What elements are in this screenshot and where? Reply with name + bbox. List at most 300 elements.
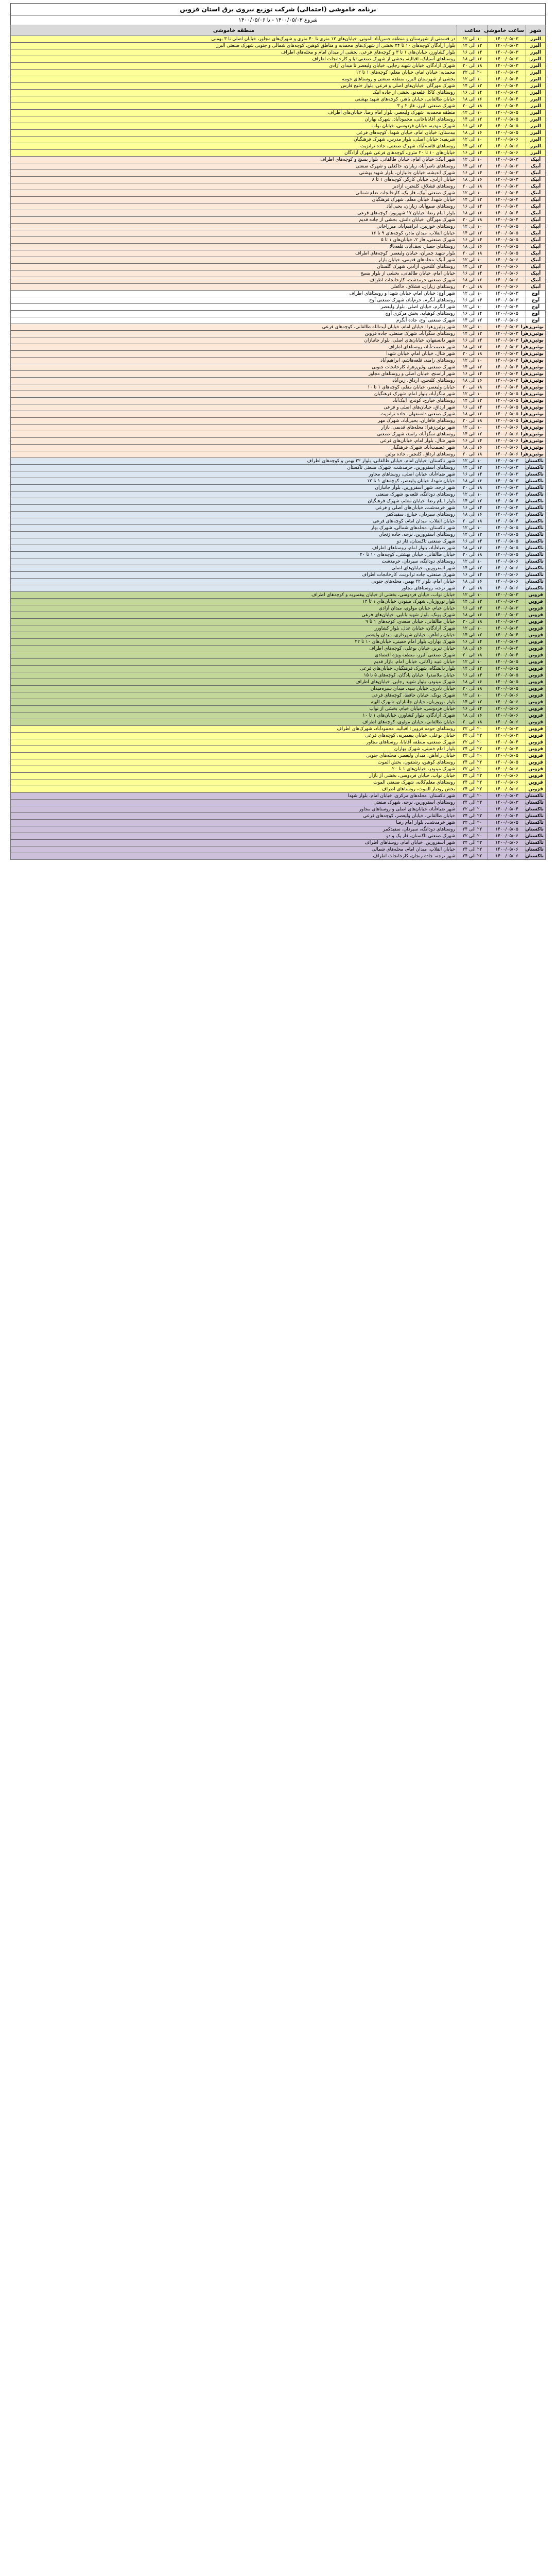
time-cell: ۱۶ الی ۱۸ (457, 646, 488, 652)
date-cell: ۱۴۰۰/۰۵/۰۳ (488, 163, 526, 170)
table-row (11, 277, 546, 284)
date-cell: ۱۴۰۰/۰۵/۰۶ (488, 565, 526, 572)
table-row (11, 183, 546, 190)
date-cell: ۱۴۰۰/۰۵/۰۳ (488, 157, 526, 163)
time-cell: ۱۴ الی ۱۶ (457, 49, 488, 56)
city-cell: قزوین (526, 746, 546, 753)
date-cell: ۱۴۰۰/۰۵/۰۶ (488, 143, 526, 150)
city-cell: بوئین‌زهرا (526, 364, 546, 371)
table-row (11, 331, 546, 337)
date-cell: ۱۴۰۰/۰۵/۰۵ (488, 753, 526, 759)
city-cell: قزوین (526, 753, 546, 759)
date-cell: ۱۴۰۰/۰۵/۰۵ (488, 552, 526, 558)
date-cell: ۱۴۰۰/۰۵/۰۳ (488, 183, 526, 190)
table-row (11, 270, 546, 277)
table-row (11, 840, 546, 846)
city-cell: بوئین‌زهرا (526, 398, 546, 404)
table-row (11, 304, 546, 311)
city-cell: آبیک (526, 264, 546, 270)
city-cell: قزوین (526, 625, 546, 632)
time-cell: ۱۲ الی ۱۴ (457, 43, 488, 49)
time-cell: ۱۴ الی ۱۶ (457, 605, 488, 612)
city-cell: آبیک (526, 277, 546, 284)
outage-table (10, 25, 546, 860)
time-cell: ۱۶ الی ۱۸ (457, 177, 488, 183)
time-cell: ۱۰ الی ۱۲ (457, 291, 488, 297)
date-cell: ۱۴۰۰/۰۵/۰۵ (488, 311, 526, 317)
time-cell: ۱۰ الی ۱۲ (457, 492, 488, 498)
table-row (11, 806, 546, 813)
area-cell: خیابان راه‌آهن، خیابان شهرداری، میدان ولیعصر (11, 632, 457, 639)
area-cell: روستاهای رامند، قلعه‌هاشم، ابراهیم‌آباد (11, 358, 457, 364)
city-cell: تاکستان (526, 458, 546, 465)
city-cell: البرز (526, 96, 546, 103)
area-cell: شهر ضیاءآباد، خیابان اصلی، روستاهای مجاور (11, 471, 457, 478)
date-cell: ۱۴۰۰/۰۵/۰۴ (488, 652, 526, 659)
time-cell: ۱۴ الی ۱۶ (457, 204, 488, 210)
table-row (11, 425, 546, 431)
table-row (11, 612, 546, 619)
date-cell: ۱۴۰۰/۰۵/۰۵ (488, 404, 526, 411)
time-cell: ۱۸ الی ۲۰ (457, 63, 488, 70)
table-row (11, 753, 546, 759)
city-cell: قزوین (526, 692, 546, 699)
area-cell: شهر اسفرورین، خیابان امام، روستاهای اطراف (11, 840, 457, 846)
table-row (11, 311, 546, 317)
table-row (11, 351, 546, 358)
city-cell: البرز (526, 83, 546, 90)
date-cell: ۱۴۰۰/۰۵/۰۵ (488, 679, 526, 686)
city-cell: قزوین (526, 652, 546, 659)
area-cell: بخشی از شهرستان البرز، منطقه صنعتی و روستاهای حومه (11, 76, 457, 83)
area-cell: شهرک صنعتی دانسفهان، جاده ترانزیت (11, 411, 457, 418)
area-cell: روستاهای اسفرورین، خرمدشت، شهرک صنعتی تاکستان (11, 465, 457, 471)
area-cell: بلوار امام خمینی، شهرک بهاران (11, 746, 457, 753)
area-cell: روستاهای دودانگه، سیردان، سفیدکمر (11, 826, 457, 833)
time-cell: ۲۲ الی ۲۴ (457, 846, 488, 853)
city-cell: بوئین‌زهرا (526, 418, 546, 425)
city-cell: آبیک (526, 157, 546, 163)
date-cell: ۱۴۰۰/۰۵/۰۴ (488, 83, 526, 90)
date-cell: ۱۴۰۰/۰۵/۰۴ (488, 384, 526, 391)
table-row (11, 498, 546, 505)
date-cell: ۱۴۰۰/۰۵/۰۵ (488, 659, 526, 666)
city-cell: آبیک (526, 183, 546, 190)
area-cell: خیابان بوعلی، خیابان پیغمبریه، کوچه‌های فرعی (11, 733, 457, 739)
area-cell: خیابان طالقانی، خیابان بهشتی، کوچه‌های ۱۰ تا ۲۰ (11, 552, 457, 558)
city-cell: قزوین (526, 639, 546, 646)
time-cell: ۱۴ الی ۱۶ (457, 672, 488, 679)
time-cell: ۱۶ الی ۱۸ (457, 277, 488, 284)
table-row (11, 411, 546, 418)
table-row (11, 143, 546, 150)
date-cell: ۱۴۰۰/۰۵/۰۶ (488, 779, 526, 786)
time-cell: ۱۶ الی ۱۸ (457, 344, 488, 351)
city-cell: بوئین‌زهرا (526, 438, 546, 445)
table-row (11, 820, 546, 826)
time-cell: ۱۸ الی ۲۰ (457, 351, 488, 358)
area-cell: خیابان تبریز، خیابان بوعلی، کوچه‌های اطراف (11, 646, 457, 652)
city-cell: تاکستان (526, 505, 546, 512)
table-row (11, 605, 546, 612)
city-cell: تاکستان (526, 585, 546, 592)
table-row (11, 418, 546, 425)
area-cell: شهرک صنعتی، منطقه آقابابا، روستاهای مجاور (11, 739, 457, 746)
table-row (11, 291, 546, 297)
time-cell: ۲۰ الی ۲۲ (457, 753, 488, 759)
city-cell: قزوین (526, 719, 546, 726)
date-cell: ۱۴۰۰/۰۵/۰۳ (488, 599, 526, 605)
city-cell: قزوین (526, 786, 546, 793)
area-cell: خیابان نواب، خیابان فردوسی، بخشی از بازار (11, 773, 457, 779)
time-cell: ۱۶ الی ۱۸ (457, 713, 488, 719)
area-cell: روستاهای اسفرورین، نرجه، جاده زنجان (11, 532, 457, 538)
date-cell: ۱۴۰۰/۰۵/۰۴ (488, 358, 526, 364)
area-cell: خیابان شهدا، خیابان ولیعصر، کوچه‌های ۱ تا ۱۲ (11, 478, 457, 485)
date-cell: ۱۴۰۰/۰۵/۰۵ (488, 123, 526, 130)
time-cell: ۱۰ الی ۱۲ (457, 358, 488, 364)
date-cell: ۱۴۰۰/۰۵/۰۵ (488, 820, 526, 826)
date-cell: ۱۴۰۰/۰۵/۰۴ (488, 646, 526, 652)
area-cell: خیابان نادری، خیابان سپه، میدان سبزه‌میدان (11, 686, 457, 692)
city-cell: آبیک (526, 284, 546, 291)
city-cell: تاکستان (526, 485, 546, 492)
time-cell: ۱۲ الی ۱۴ (457, 331, 488, 337)
time-cell: ۲۲ الی ۲۴ (457, 733, 488, 739)
time-cell: ۱۸ الی ۲۰ (457, 284, 488, 291)
time-cell: ۱۰ الی ۱۲ (457, 137, 488, 143)
area-cell: شهر خرمدشت، خیابان‌های اصلی و فرعی (11, 505, 457, 512)
time-cell: ۱۸ الی ۲۰ (457, 485, 488, 492)
city-cell: بوئین‌زهرا (526, 378, 546, 384)
table-row (11, 404, 546, 411)
table-row (11, 565, 546, 572)
time-cell: ۱۴ الی ۱۶ (457, 337, 488, 344)
area-cell: خیابان امام، خیابان طالقانی، بخشی از بلوار بسیج (11, 270, 457, 277)
city-cell: تاکستان (526, 532, 546, 538)
date-cell: ۱۴۰۰/۰۵/۰۵ (488, 391, 526, 398)
time-cell: ۱۰ الی ۱۲ (457, 692, 488, 699)
header-date: ساعت خاموشی (488, 25, 526, 36)
city-cell: تاکستان (526, 492, 546, 498)
time-cell: ۱۶ الی ۱۸ (457, 130, 488, 137)
time-cell: ۱۶ الی ۱۸ (457, 478, 488, 485)
table-row (11, 297, 546, 304)
table-row (11, 632, 546, 639)
date-cell: ۱۴۰۰/۰۵/۰۳ (488, 726, 526, 733)
area-cell: خیابان‌های ۱۰ تا ۲۰ متری، کوچه‌های فرعی شهرک آزادگان (11, 150, 457, 157)
table-row (11, 197, 546, 204)
table-row (11, 337, 546, 344)
table-row (11, 250, 546, 257)
time-cell: ۲۲ الی ۲۴ (457, 759, 488, 766)
table-row (11, 210, 546, 217)
time-cell: ۲۲ الی ۲۴ (457, 779, 488, 786)
city-cell: آبیک (526, 177, 546, 183)
area-cell: خیابان انقلاب، میدان امام، کوچه‌های فرعی (11, 518, 457, 525)
time-cell: ۲۰ الی ۲۲ (457, 820, 488, 826)
city-cell: بوئین‌زهرا (526, 431, 546, 438)
date-cell: ۱۴۰۰/۰۵/۰۵ (488, 759, 526, 766)
time-cell: ۱۶ الی ۱۸ (457, 445, 488, 451)
area-cell: شهر بوئین‌زهرا: خیابان امام، خیابان آیت‌الله طالقانی، کوچه‌های فرعی (11, 324, 457, 331)
table-row (11, 90, 546, 96)
area-cell: خیابان فردوسی، خیابان خیام، بخشی از نواب (11, 706, 457, 713)
area-cell: شهرک آزادگان، بلوار کشاورز، خیابان‌های ۱ تا ۱۰ (11, 713, 457, 719)
time-cell: ۱۰ الی ۱۲ (457, 659, 488, 666)
table-row (11, 525, 546, 532)
area-cell: روستاهای کلنجین، آزادبر، شهرک گلستان (11, 264, 457, 270)
area-cell: خیابان عبید زاکانی، خیابان امام، بازار قدیم (11, 659, 457, 666)
time-cell: ۱۸ الی ۲۰ (457, 183, 488, 190)
table-row (11, 364, 546, 371)
table-row (11, 371, 546, 378)
date-cell: ۱۴۰۰/۰۵/۰۵ (488, 686, 526, 692)
table-row (11, 110, 546, 116)
time-cell: ۱۶ الی ۱۸ (457, 545, 488, 552)
table-row (11, 244, 546, 250)
area-cell: شهر سگزآباد، بلوار امام، شهرک فرهنگیان (11, 391, 457, 398)
time-cell: ۱۰ الی ۱۲ (457, 190, 488, 197)
time-cell: ۱۴ الی ۱۶ (457, 505, 488, 512)
table-row (11, 190, 546, 197)
city-cell: قزوین (526, 766, 546, 773)
table-row (11, 773, 546, 779)
area-cell: شهر آوج: خیابان امام، خیابان شهدا و روستاهای اطراف (11, 291, 457, 297)
city-cell: البرز (526, 36, 546, 43)
table-row (11, 518, 546, 525)
table-row (11, 116, 546, 123)
table-row (11, 659, 546, 666)
city-cell: قزوین (526, 779, 546, 786)
time-cell: ۱۰ الی ۱۲ (457, 304, 488, 311)
table-row (11, 538, 546, 545)
area-cell: شهر ضیاءآباد، بلوار امام، روستاهای اطراف (11, 545, 457, 552)
table-row (11, 793, 546, 800)
date-cell: ۱۴۰۰/۰۵/۰۴ (488, 304, 526, 311)
city-cell: تاکستان (526, 498, 546, 505)
table-row (11, 378, 546, 384)
time-cell: ۱۶ الی ۱۸ (457, 210, 488, 217)
time-cell: ۱۸ الی ۲۰ (457, 686, 488, 692)
time-cell: ۱۰ الی ۱۲ (457, 558, 488, 565)
date-cell: ۱۴۰۰/۰۵/۰۴ (488, 197, 526, 204)
area-cell: خیابان طالقانی، خیابان ولیعصر، کوچه‌های فرعی (11, 813, 457, 820)
table-row (11, 719, 546, 726)
city-cell: قزوین (526, 672, 546, 679)
area-cell: شهر عصمت‌آباد، شهرک فرهنگیان (11, 445, 457, 451)
date-cell: ۱۴۰۰/۰۵/۰۶ (488, 451, 526, 458)
time-cell: ۱۴ الی ۱۶ (457, 371, 488, 378)
time-cell: ۱۴ الی ۱۶ (457, 270, 488, 277)
time-cell: ۱۲ الی ۱۴ (457, 431, 488, 438)
time-cell: ۱۶ الی ۱۸ (457, 378, 488, 384)
city-cell: تاکستان (526, 826, 546, 833)
date-cell: ۱۴۰۰/۰۵/۰۴ (488, 96, 526, 103)
time-cell: ۱۸ الی ۲۰ (457, 384, 488, 391)
table-row (11, 150, 546, 157)
area-cell: شهرک صنعتی تاکستان، فاز یک و دو (11, 833, 457, 840)
city-cell: قزوین (526, 733, 546, 739)
table-row (11, 391, 546, 398)
area-cell: شهر ارداق، خیابان‌های اصلی و فرعی (11, 404, 457, 411)
time-cell: ۱۴ الی ۱۶ (457, 297, 488, 304)
city-cell: بوئین‌زهرا (526, 391, 546, 398)
date-cell: ۱۴۰۰/۰۵/۰۳ (488, 351, 526, 358)
time-cell: ۱۰ الی ۱۲ (457, 391, 488, 398)
city-cell: تاکستان (526, 846, 546, 853)
header-city: شهر (526, 25, 546, 36)
date-cell: ۱۴۰۰/۰۵/۰۶ (488, 846, 526, 853)
date-cell: ۱۴۰۰/۰۵/۰۳ (488, 56, 526, 63)
city-cell: بوئین‌زهرا (526, 445, 546, 451)
table-row (11, 485, 546, 492)
table-row (11, 759, 546, 766)
time-cell: ۱۴ الی ۱۶ (457, 123, 488, 130)
date-cell: ۱۴۰۰/۰۵/۰۶ (488, 719, 526, 726)
time-cell: ۱۲ الی ۱۴ (457, 565, 488, 572)
city-cell: البرز (526, 63, 546, 70)
city-cell: آبیک (526, 230, 546, 237)
time-cell: ۱۲ الی ۱۴ (457, 699, 488, 706)
area-cell: خیابان طالقانی، خیابان باهنر، کوچه‌های شهید بهشتی (11, 96, 457, 103)
city-cell: قزوین (526, 592, 546, 599)
time-cell: ۱۴ الی ۱۶ (457, 639, 488, 646)
area-cell: روستاهای قشلاق، کلنجین، آزادبر (11, 183, 457, 190)
date-cell: ۱۴۰۰/۰۵/۰۴ (488, 492, 526, 498)
table-row (11, 512, 546, 518)
time-cell: ۱۰ الی ۱۲ (457, 592, 488, 599)
table-row (11, 257, 546, 264)
area-cell: شهر ضیاءآباد، خیابان‌های اصلی و روستاهای مجاور (11, 806, 457, 813)
date-cell: ۱۴۰۰/۰۵/۰۶ (488, 699, 526, 706)
city-cell: قزوین (526, 706, 546, 713)
table-row (11, 706, 546, 713)
date-cell: ۱۴۰۰/۰۵/۰۴ (488, 378, 526, 384)
city-cell: قزوین (526, 632, 546, 639)
city-cell: آبیک (526, 163, 546, 170)
table-body (11, 36, 546, 860)
area-cell: شهرک اندیشه، خیابان جانبازان، بلوار شهید بهشتی (11, 170, 457, 177)
city-cell: البرز (526, 130, 546, 137)
time-cell: ۱۸ الی ۲۰ (457, 652, 488, 659)
city-cell: تاکستان (526, 538, 546, 545)
time-cell: ۱۶ الی ۱۸ (457, 579, 488, 585)
date-cell: ۱۴۰۰/۰۵/۰۵ (488, 250, 526, 257)
city-cell: آبیک (526, 244, 546, 250)
date-cell: ۱۴۰۰/۰۵/۰۵ (488, 418, 526, 425)
date-cell: ۱۴۰۰/۰۵/۰۶ (488, 257, 526, 264)
time-cell: ۱۴ الی ۱۶ (457, 150, 488, 157)
table-row (11, 224, 546, 230)
date-cell: ۱۴۰۰/۰۵/۰۳ (488, 36, 526, 43)
city-cell: قزوین (526, 726, 546, 733)
time-cell: ۱۴ الی ۱۶ (457, 170, 488, 177)
time-cell: ۱۸ الی ۲۰ (457, 719, 488, 726)
date-cell: ۱۴۰۰/۰۵/۰۳ (488, 291, 526, 297)
city-cell: البرز (526, 137, 546, 143)
date-cell: ۱۴۰۰/۰۵/۰۴ (488, 639, 526, 646)
time-cell: ۱۴ الی ۱۶ (457, 572, 488, 579)
city-cell: قزوین (526, 605, 546, 612)
table-row (11, 713, 546, 719)
city-cell: تاکستان (526, 820, 546, 826)
city-cell: البرز (526, 116, 546, 123)
time-cell: ۱۲ الی ۱۴ (457, 364, 488, 371)
date-cell: ۱۴۰۰/۰۵/۰۳ (488, 324, 526, 331)
table-header-row (11, 25, 546, 36)
city-cell: تاکستان (526, 552, 546, 558)
time-cell: ۱۲ الی ۱۴ (457, 317, 488, 324)
table-row (11, 438, 546, 445)
table-row (11, 478, 546, 485)
city-cell: بوئین‌زهرا (526, 344, 546, 351)
date-cell: ۱۴۰۰/۰۵/۰۴ (488, 512, 526, 518)
city-cell: قزوین (526, 739, 546, 746)
time-cell: ۱۲ الی ۱۴ (457, 599, 488, 605)
time-cell: ۱۲ الی ۱۴ (457, 532, 488, 538)
area-cell: روستاهای آبگرم، خرم‌آباد، شهرک صنعتی آوج (11, 297, 457, 304)
area-cell: شهرک آزادگان، خیابان شهید رجایی، خیابان ولیعصر تا میدان آزادی (11, 63, 457, 70)
date-cell: ۱۴۰۰/۰۵/۰۵ (488, 244, 526, 250)
table-row (11, 599, 546, 605)
table-row (11, 833, 546, 840)
area-cell: شهر بوئین‌زهرا: محله‌های قدیمی، بازار (11, 425, 457, 431)
date-cell: ۱۴۰۰/۰۵/۰۶ (488, 766, 526, 773)
city-cell: تاکستان (526, 813, 546, 820)
date-cell: ۱۴۰۰/۰۵/۰۶ (488, 150, 526, 157)
date-cell: ۱۴۰۰/۰۵/۰۴ (488, 813, 526, 820)
date-cell: ۱۴۰۰/۰۵/۰۳ (488, 337, 526, 344)
area-cell: شهر نرجه، روستاهای مجاور (11, 585, 457, 592)
area-cell: روستاهای آسیابک، اقبالیه، بخشی از شهرک صنعتی لیا و کارخانجات اطراف (11, 56, 457, 63)
area-cell: شهرک پونک، بلوار شهید بابایی، خیابان‌های فرعی (11, 612, 457, 619)
table-row (11, 398, 546, 404)
table-row (11, 324, 546, 331)
table-row (11, 592, 546, 599)
time-cell: ۲۰ الی ۲۲ (457, 70, 488, 76)
table-row (11, 284, 546, 291)
table-row (11, 451, 546, 458)
city-cell: آبیک (526, 250, 546, 257)
date-cell: ۱۴۰۰/۰۵/۰۶ (488, 713, 526, 719)
table-row (11, 692, 546, 699)
time-cell: ۱۸ الی ۲۰ (457, 250, 488, 257)
area-cell: محمدیه: خیابان امام، خیابان معلم، کوچه‌های ۱ تا ۱۲ (11, 70, 457, 76)
area-cell: شهرک مینودر، خیابان‌های ۱ تا ۲۰ (11, 766, 457, 773)
time-cell: ۱۲ الی ۱۴ (457, 116, 488, 123)
table-row (11, 204, 546, 210)
city-cell: تاکستان (526, 478, 546, 485)
schedule-sheet (10, 3, 546, 860)
area-cell: بلوار امام رضا، خیابان معلم، شهرک فرهنگیان (11, 498, 457, 505)
area-cell: شهرک بهاران، بلوار امام خمینی، خیابان‌های ۱۰ تا ۲۲ (11, 639, 457, 646)
city-cell: آبیک (526, 170, 546, 177)
city-cell: قزوین (526, 699, 546, 706)
table-row (11, 579, 546, 585)
city-cell: قزوین (526, 686, 546, 692)
time-cell: ۱۴ الی ۱۶ (457, 311, 488, 317)
area-cell: خیابان راه‌آهن، میدان ولیعصر، محله‌های جنوبی (11, 753, 457, 759)
table-row (11, 585, 546, 592)
city-cell: البرز (526, 123, 546, 130)
table-row (11, 746, 546, 753)
city-cell: بوئین‌زهرا (526, 324, 546, 331)
table-row (11, 445, 546, 451)
time-cell: ۱۲ الی ۱۴ (457, 143, 488, 150)
date-range: شروع ۱۴۰۰/۰۵/۰۳ - تا ۱۴۰۰/۰۵/۰۶ (10, 15, 546, 25)
page-title: برنامه خاموشی (احتمالی) شرکت توزیع نیروی برق استان قزوین (10, 3, 546, 15)
